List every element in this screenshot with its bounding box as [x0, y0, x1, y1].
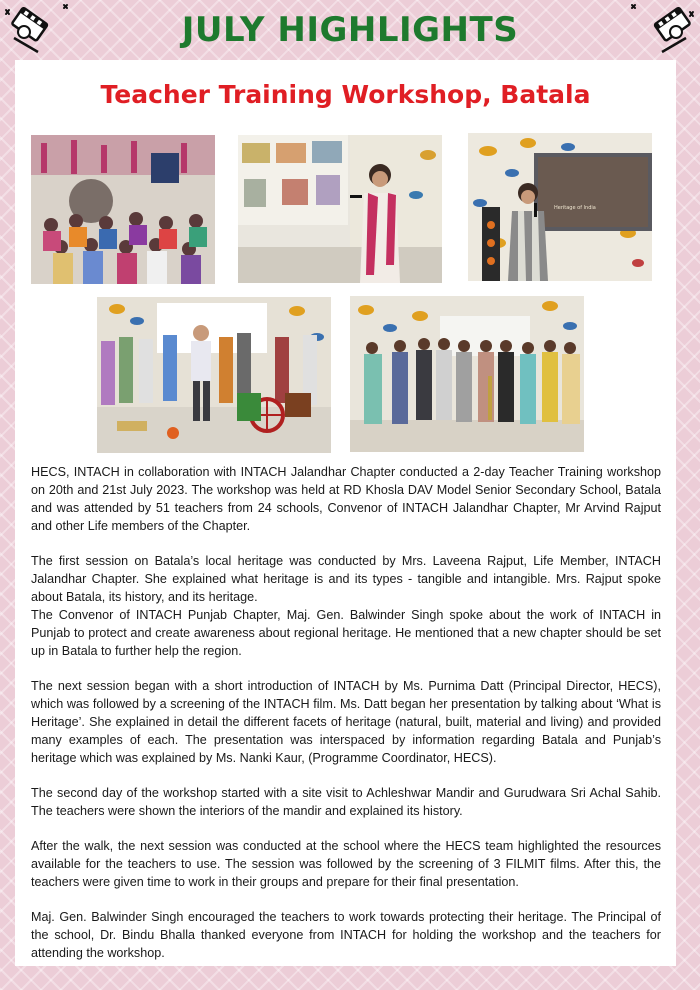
- article-paragraph: HECS, INTACH in collaboration with INTACH Jalandhar Chapter conducted a 2-day Teacher Training workshop on 20th and 21st July 2023. The workshop was held at RD Khosla DAV Model Senior Secondary School, Batala and was attended by 51 teachers from 24 schools, Convenor of INTACH Jalandhar Chapter, Mr Arvind Rajput and other Life members of the Chapter.: [31, 465, 661, 533]
- article-paragraph: Maj. Gen. Balwinder Singh encouraged the teachers to work towards protecting their heritage. The Principal of the school, Dr. Bindu Bhalla thanked everyone from INTACH for holding the workshop and the teachers for attending the workshop.: [31, 910, 661, 960]
- photo-presenter-mural: [468, 133, 652, 281]
- article-paragraph: The second day of the workshop started with a site visit to Achleshwar Mandir and Gurudwara Sri Achal Sahib. The teachers were shown the interiors of the mandir and explained its history.: [31, 786, 661, 818]
- article-title: Teacher Training Workshop, Batala: [100, 80, 591, 109]
- article-paragraph: The Convenor of INTACH Punjab Chapter, Maj. Gen. Balwinder Singh spoke about the work of INTACH in Punjab to protect and create awareness about regional heritage. He mentioned that a new chapter should be set up in Batala to further help the region.: [31, 608, 661, 658]
- slide-screen-text: Heritage of India: [554, 205, 596, 211]
- article-paragraph: The first session on Batala’s local heritage was conducted by Mrs. Laveena Rajput, Life Member, INTACH Jalandhar Chapter. She explained what heritage is and its types - tangible and intangible. Mrs. Rajput spoke about Batala, its history, and its heritage.: [31, 554, 661, 604]
- article-paragraph: After the walk, the next session was conducted at the school where the HECS team highlighted the resources available for the teachers to use. The session was followed by the screening of 3 FILMIT films. After this, the teachers were given time to work in their groups and prepare for their final presentation.: [31, 839, 661, 889]
- article-paragraph: The next session began with a short introduction of INTACH by Ms. Purnima Datt (Principal Director, HECS), which was followed by a screening of the INTACH film. Ms. Datt began her presentation by talking about ‘What is Heritage’. She explained in detail the different facets of heritage (natural, built, material and living) and provided many examples of each. The presentation was interspaced by information regarding Batala and Punjab’s heritage which was explained by Ms. Nanki Kaur, (Programme Coordinator, HECS).: [31, 679, 661, 765]
- photo-group: [350, 296, 584, 452]
- photo-spinning-wheel-demo: [97, 297, 331, 453]
- article-panel: [15, 60, 676, 966]
- article-body: [31, 463, 661, 979]
- page-header-title: JULY HIGHLIGHTS: [181, 10, 519, 50]
- photo-audience-seated: [31, 135, 215, 284]
- photo-presenter-slides: [238, 135, 442, 283]
- film-clapper-icon: [620, 0, 700, 56]
